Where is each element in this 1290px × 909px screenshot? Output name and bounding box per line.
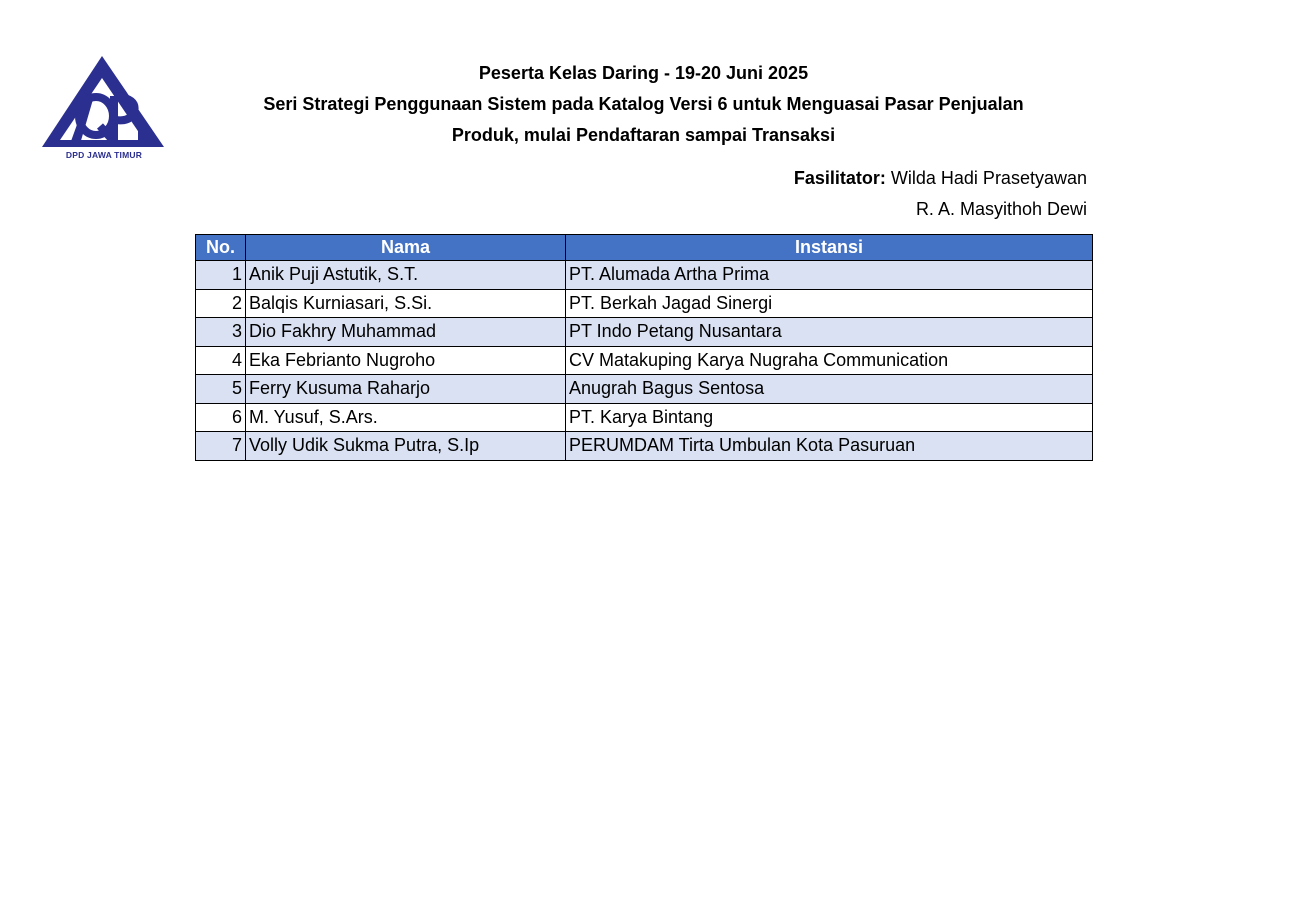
facilitator-label: Fasilitator: (793, 168, 886, 188)
column-header-no: No. (196, 235, 246, 261)
facilitator-name-2: R. A. Masyithoh Dewi (915, 199, 1087, 219)
title-line-1: Peserta Kelas Daring - 19-20 Juni 2025 (478, 63, 809, 83)
logo-caption: DPD JAWA TIMUR (65, 150, 143, 160)
table-row (196, 318, 1093, 347)
cell-instansi: PERUMDAM Tirta Umbulan Kota Pasuruan (566, 432, 1093, 461)
table-row (196, 403, 1093, 432)
organization-logo (40, 54, 168, 162)
cell-no: 1 (196, 261, 246, 290)
cell-instansi: Anugrah Bagus Sentosa (566, 375, 1093, 404)
cell-nama: Anik Puji Astutik, S.T. (246, 261, 566, 290)
column-header-nama: Nama (246, 235, 566, 261)
title-line-3: Produk, mulai Pendaftaran sampai Transaksi (451, 125, 836, 145)
cell-instansi: PT. Karya Bintang (566, 403, 1093, 432)
cell-nama: Volly Udik Sukma Putra, S.Ip (246, 432, 566, 461)
cell-nama: Balqis Kurniasari, S.Si. (246, 289, 566, 318)
table-row (196, 375, 1093, 404)
logo-triangle-icon (40, 54, 168, 150)
table-header-row (196, 235, 1093, 261)
cell-instansi: PT Indo Petang Nusantara (566, 318, 1093, 347)
cell-instansi: PT. Alumada Artha Prima (566, 261, 1093, 290)
cell-instansi: PT. Berkah Jagad Sinergi (566, 289, 1093, 318)
cell-no: 3 (196, 318, 246, 347)
cell-no: 2 (196, 289, 246, 318)
cell-nama: M. Yusuf, S.Ars. (246, 403, 566, 432)
cell-nama: Ferry Kusuma Raharjo (246, 375, 566, 404)
column-header-instansi: Instansi (566, 235, 1093, 261)
cell-no: 4 (196, 346, 246, 375)
document-title (195, 58, 1092, 151)
cell-no: 7 (196, 432, 246, 461)
table-row (196, 261, 1093, 290)
participant-table (195, 234, 1093, 461)
facilitator-line-1 (794, 163, 1087, 194)
cell-no: 6 (196, 403, 246, 432)
facilitator-name-1: Wilda Hadi Prasetyawan (890, 168, 1087, 188)
table-row (196, 432, 1093, 461)
cell-nama: Dio Fakhry Muhammad (246, 318, 566, 347)
title-line-2: Seri Strategi Penggunaan Sistem pada Katalog Versi 6 untuk Menguasai Pasar Penjualan (263, 94, 1024, 114)
cell-nama: Eka Febrianto Nugroho (246, 346, 566, 375)
cell-instansi: CV Matakuping Karya Nugraha Communication (566, 346, 1093, 375)
table-row (196, 346, 1093, 375)
facilitator-block (794, 163, 1087, 225)
table-row (196, 289, 1093, 318)
cell-no: 5 (196, 375, 246, 404)
